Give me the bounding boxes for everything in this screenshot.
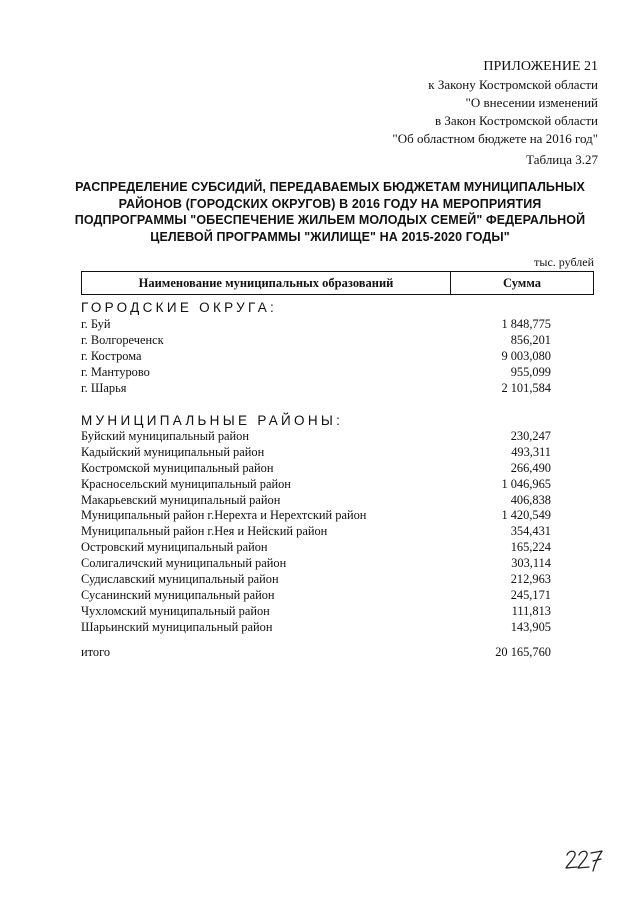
row-value: 9 003,080 [501, 348, 551, 363]
title-line: ПОДПРОГРАММЫ "ОБЕСПЕЧЕНИЕ ЖИЛЬЕМ МОЛОДЫХ СЕМЕЙ" ФЕДЕРАЛЬНОЙ [74, 213, 586, 227]
section-heading-city-districts: ГОРОДСКИЕ ОКРУГА: [81, 300, 278, 315]
appendix-law-reference: в Закон Костромской области [434, 113, 598, 128]
table-row [81, 429, 551, 445]
row-value: 230,247 [510, 429, 551, 443]
row-value: 212,963 [510, 572, 551, 587]
total-value: 20 165,760 [495, 645, 551, 659]
total-row [81, 644, 551, 660]
column-header-sum: Сумма [503, 275, 541, 290]
table-row [81, 556, 551, 572]
section-heading-municipal-districts: МУНИЦИПАЛЬНЫЕ РАЙОНЫ: [81, 413, 344, 428]
row-name: Макарьевский муниципальный район [81, 492, 281, 507]
row-name: Костромской муниципальный район [81, 460, 274, 475]
title-line: РАЙОНОВ (ГОРОДСКИХ ОКРУГОВ) В 2016 ГОДУ НА МЕРОПРИЯТИЯ [118, 196, 542, 211]
appendix-header [392, 58, 598, 148]
units-label: тыс. рублей [534, 255, 594, 269]
table-row [81, 493, 551, 509]
row-value: 266,490 [510, 460, 551, 475]
row-name: Буйский муниципальный район [81, 429, 249, 443]
row-value: 493,311 [511, 444, 551, 459]
row-name: Сусанинский муниципальный район [81, 587, 275, 602]
row-value: 856,201 [510, 332, 551, 347]
city-districts-rows [81, 317, 551, 396]
table-row [81, 365, 551, 381]
appendix-law: к Закону Костромской области [428, 77, 598, 92]
table-row [81, 588, 551, 604]
table-row [81, 445, 551, 461]
row-value: 245,171 [510, 587, 551, 602]
appendix-number: ПРИЛОЖЕНИЕ 21 [483, 59, 598, 74]
table-row [81, 604, 551, 620]
title-line: ЦЕЛЕВОЙ ПРОГРАММЫ "ЖИЛИЩЕ" НА 2015-2020 ГОДЫ" [150, 229, 510, 244]
table-row [81, 620, 551, 636]
title-line: РАСПРЕДЕЛЕНИЕ СУБСИДИЙ, ПЕРЕДАВАЕМЫХ БЮДЖЕТАМ МУНИЦИПАЛЬНЫХ [75, 180, 585, 194]
table-row [81, 381, 551, 397]
row-name: Солигаличский муниципальный район [81, 556, 287, 571]
row-value: 165,224 [510, 540, 551, 555]
row-name: Муниципальный район г.Нерехта и Нерехтский район [81, 508, 367, 523]
table-row [81, 477, 551, 493]
row-name: Муниципальный район г.Нея и Нейский район [81, 524, 328, 539]
row-name: Островский муниципальный район [81, 540, 268, 555]
appendix-law-amendment: "О внесении изменений [465, 95, 598, 110]
handwritten-page-number [563, 846, 607, 874]
row-value: 2 101,584 [501, 380, 551, 395]
row-value: 1 848,775 [501, 317, 551, 331]
table-row [81, 572, 551, 588]
row-value: 354,431 [510, 524, 551, 539]
row-name: Чухломский муниципальный район [81, 603, 270, 618]
row-value: 111,813 [511, 603, 551, 618]
row-value: 1 046,965 [501, 476, 551, 491]
row-name: г. Буй [81, 317, 111, 331]
table-row [81, 461, 551, 477]
row-value: 143,905 [510, 619, 551, 634]
table-row [81, 524, 551, 540]
row-name: г. Кострома [81, 348, 142, 363]
row-value: 1 420,549 [501, 508, 551, 523]
table-row [81, 317, 551, 333]
table-header [81, 271, 594, 295]
row-value: 406,838 [510, 492, 551, 507]
row-name: г. Волгореченск [81, 332, 164, 347]
row-name: г. Мантурово [81, 364, 150, 379]
table-row [81, 540, 551, 556]
total-label: итого [81, 645, 111, 659]
table-number: Таблица 3.27 [526, 152, 598, 167]
row-value: 303,114 [511, 556, 551, 571]
document-title [70, 179, 590, 245]
row-name: Судиславский муниципальный район [81, 572, 279, 587]
column-header-name: Наименование муниципальных образований [82, 272, 451, 294]
row-value: 955,099 [510, 364, 551, 379]
municipal-districts-rows [81, 429, 551, 636]
row-name: г. Шарья [81, 380, 127, 395]
table-row [81, 333, 551, 349]
appendix-budget-law: "Об областном бюджете на 2016 год" [392, 131, 598, 146]
table-row [81, 508, 551, 524]
row-name: Красносельский муниципальный район [81, 476, 291, 491]
row-name: Кадыйский муниципальный район [81, 444, 265, 459]
table-row [81, 349, 551, 365]
row-name: Шарьинский муниципальный район [81, 619, 273, 634]
